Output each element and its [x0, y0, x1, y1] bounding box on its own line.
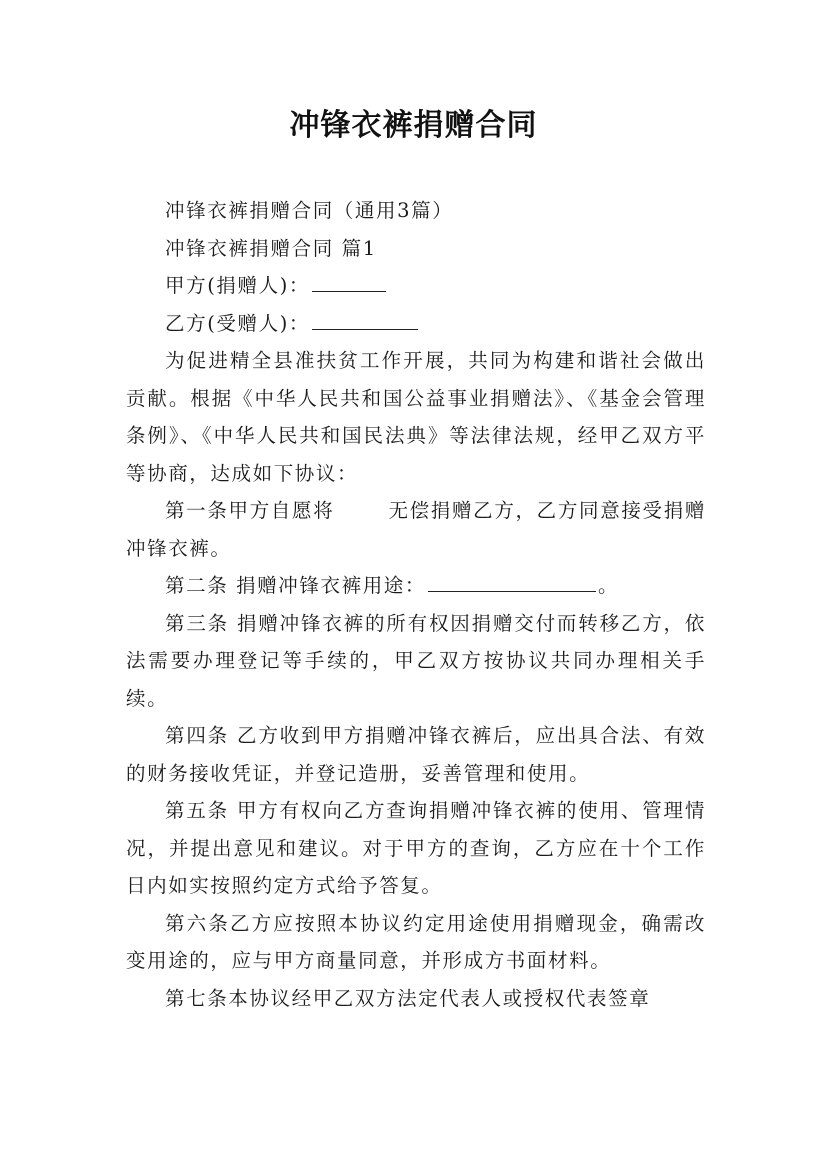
article-5: 第五条 甲方有权向乙方查询捐赠冲锋衣裤的使用、管理情况，并提出意见和建议。对于甲方的查询，乙方应在十个工作日内如实按照约定方式给予答复。: [126, 799, 706, 897]
party-b-line: [126, 305, 706, 343]
section-heading: 冲锋衣裤捐赠合同 篇1: [165, 236, 377, 260]
party-a-line: [126, 267, 706, 305]
article-1: [126, 492, 706, 567]
document-subtitle: 冲锋衣裤捐赠合同（通用3篇）: [165, 199, 454, 222]
article-7: 第七条本协议经甲乙双方法定代表人或授权代表签章: [165, 986, 651, 1010]
party-b-label: 乙方(受赠人)：: [165, 311, 311, 335]
article-2-blank: [428, 569, 596, 592]
preamble-paragraph: 为促进精全县准扶贫工作开展，共同为构建和谐社会做出贡献。根据《中华人民共和国公益事业捐赠法》、《基金会管理条例》、《中华人民共和国民法典》等法律法规，经甲乙双方平等协商，达成如下协议：: [126, 349, 706, 485]
article-2-after: 。: [598, 574, 620, 597]
article-4: 第四条 乙方收到甲方捐赠冲锋衣裤后，应出具合法、有效的财务接收凭证，并登记造册，妥善管理和使用。: [126, 724, 706, 785]
article-6: 第六条乙方应按照本协议约定用途使用捐赠现金，确需改变用途的，应与甲方商量同意，并形成方书面材料。: [126, 911, 706, 972]
article-2-before: 第二条 捐赠冲锋衣裤用途：: [165, 574, 426, 597]
document-title: 冲锋衣裤捐赠合同: [289, 108, 538, 143]
article-1-before: 第一条甲方自愿将: [165, 499, 335, 522]
document-body: [126, 192, 706, 1017]
party-a-blank: [312, 269, 386, 292]
party-b-blank: [312, 307, 418, 330]
article-3: 第三条 捐赠冲锋衣裤的所有权因捐赠交付而转移乙方，依法需要办理登记等手续的，甲乙双方按协议共同办理相关手续。: [126, 611, 706, 710]
article-2: [126, 567, 706, 605]
article-1-after: 无偿捐赠乙方，乙方同意接受捐赠冲锋衣裤。: [126, 499, 706, 560]
party-a-label: 甲方(捐赠人)：: [165, 274, 311, 297]
